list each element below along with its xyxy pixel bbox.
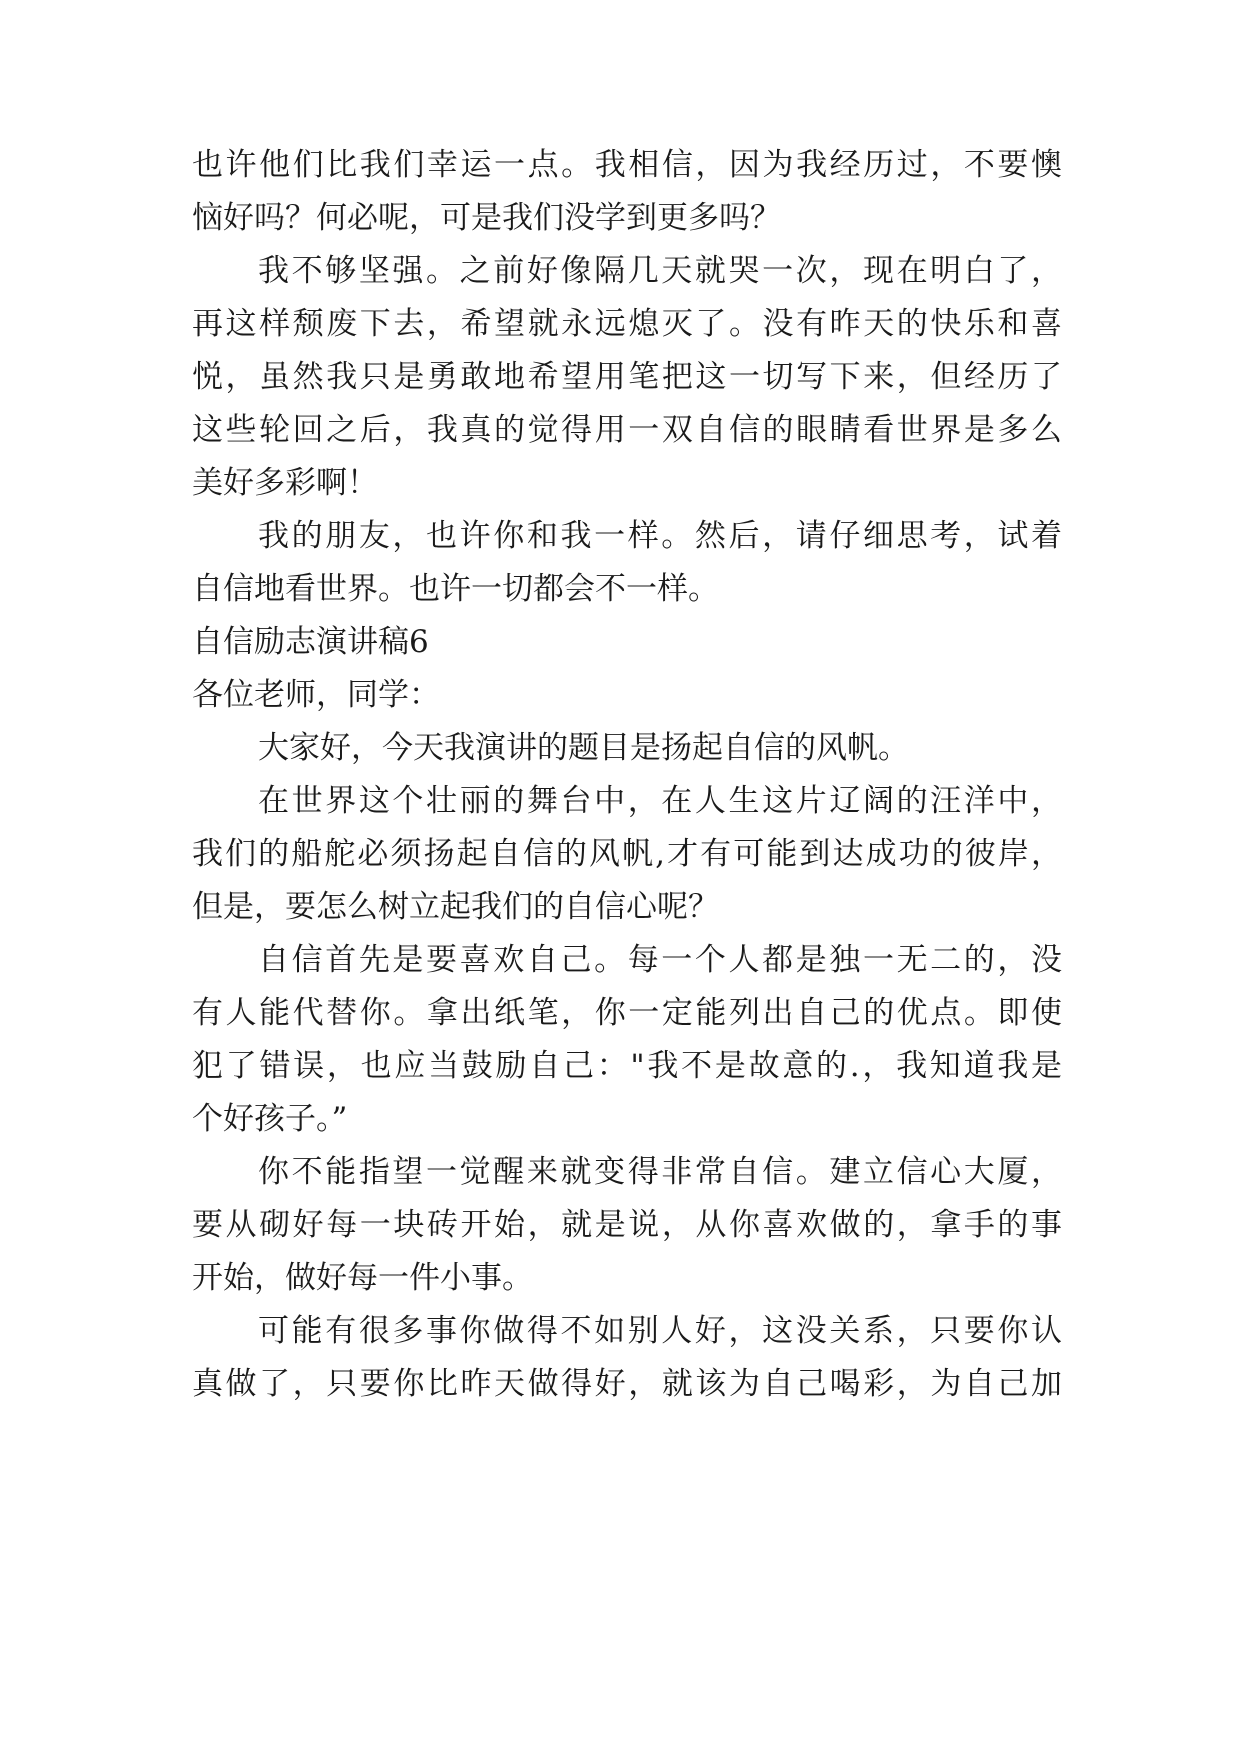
body-line: 在世界这个壮丽的舞台中，在人生这片辽阔的汪洋中， bbox=[258, 783, 1062, 819]
body-line: 我们的船舵必须扬起自信的风帆,才有可能到达成功的彼岸， bbox=[192, 836, 1062, 872]
body-line: 可能有很多事你做得不如别人好，这没关系，只要你认 bbox=[258, 1313, 1062, 1349]
body-line: 再这样颓废下去，希望就永远熄灭了。没有昨天的快乐和喜 bbox=[192, 306, 1062, 342]
body-line: 美好多彩啊！ bbox=[192, 465, 378, 501]
body-line: 真做了，只要你比昨天做得好，就该为自己喝彩，为自己加 bbox=[192, 1366, 1062, 1402]
body-line: 犯了错误，也应当鼓励自己："我不是故意的.，我知道我是 bbox=[192, 1048, 1062, 1084]
body-line: 自信首先是要喜欢自己。每一个人都是独一无二的，没 bbox=[258, 942, 1062, 978]
section-heading: 自信励志演讲稿6 bbox=[192, 624, 429, 660]
body-line: 也许他们比我们幸运一点。我相信，因为我经历过，不要懊 bbox=[192, 147, 1062, 183]
body-line: 自信地看世界。也许一切都会不一样。 bbox=[192, 571, 719, 607]
body-line: 悦，虽然我只是勇敢地希望用笔把这一切写下来，但经历了 bbox=[192, 359, 1062, 395]
body-line: 我的朋友，也许你和我一样。然后，请仔细思考，试着 bbox=[258, 518, 1062, 554]
body-line: 我不够坚强。之前好像隔几天就哭一次，现在明白了， bbox=[258, 253, 1062, 289]
body-line: 但是，要怎么树立起我们的自信心呢？ bbox=[192, 889, 719, 925]
body-line: 有人能代替你。拿出纸笔，你一定能列出自己的优点。即使 bbox=[192, 995, 1062, 1031]
body-line: 要从砌好每一块砖开始，就是说，从你喜欢做的，拿手的事 bbox=[192, 1207, 1062, 1243]
body-line: 你不能指望一觉醒来就变得非常自信。建立信心大厦， bbox=[258, 1154, 1062, 1190]
body-line: 大家好，今天我演讲的题目是扬起自信的风帆。 bbox=[258, 730, 909, 766]
body-line: 恼好吗？何必呢，可是我们没学到更多吗？ bbox=[192, 200, 781, 236]
body-line: 个好孩子。” bbox=[192, 1101, 348, 1137]
salutation: 各位老师，同学： bbox=[192, 677, 440, 713]
body-line: 开始，做好每一件小事。 bbox=[192, 1260, 533, 1296]
body-line: 这些轮回之后，我真的觉得用一双自信的眼睛看世界是多么 bbox=[192, 412, 1062, 448]
